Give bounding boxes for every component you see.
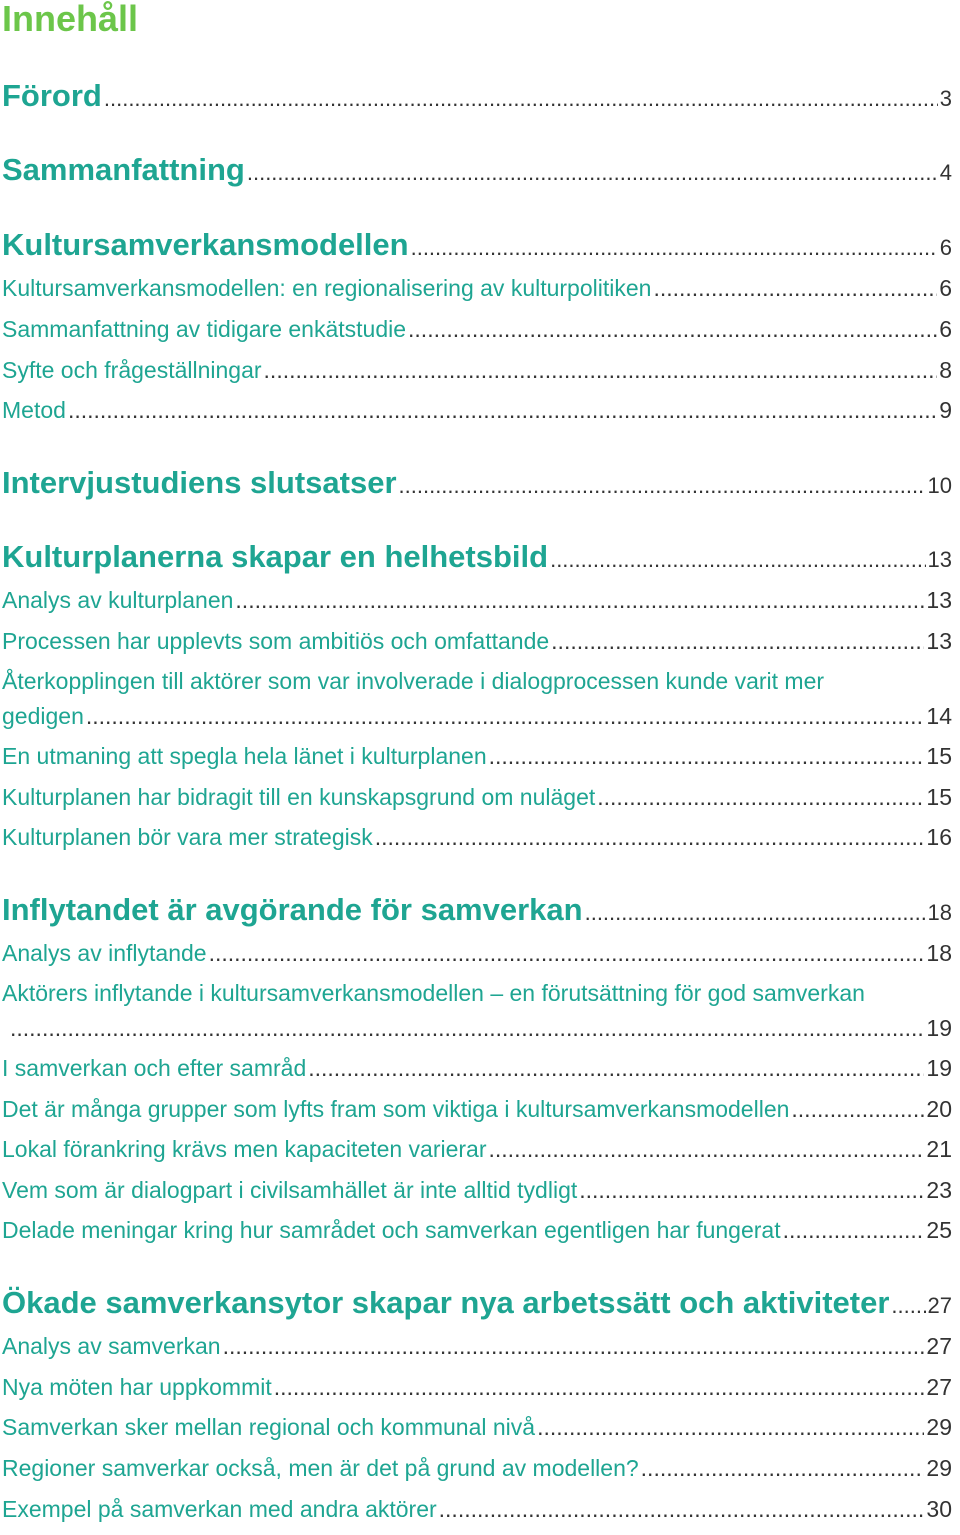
toc-entry-first-line: Återkopplingen till aktörer som var involverade i dialogprocessen kunde varit mer bbox=[2, 668, 825, 694]
toc-page-number: 8 bbox=[939, 357, 952, 383]
toc-entry[interactable] bbox=[2, 628, 952, 660]
toc-leader-dots bbox=[104, 86, 938, 112]
toc-entry-label: En utmaning att spegla hela länet i kulturplanen bbox=[2, 743, 487, 769]
toc-leader-dots bbox=[10, 1015, 924, 1042]
toc-page-number: 3 bbox=[939, 86, 952, 111]
toc-leader-dots bbox=[579, 1177, 924, 1204]
toc-page-number: 19 bbox=[926, 1055, 952, 1081]
toc-page-number: 23 bbox=[926, 1177, 952, 1203]
toc-entry-kulturplanerna[interactable] bbox=[2, 539, 952, 579]
toc-entry-label: Vem som är dialogpart i civilsamhället är inte alltid tydligt bbox=[2, 1177, 578, 1203]
toc-leader-dots bbox=[489, 1136, 925, 1163]
toc-leader-dots bbox=[439, 1496, 925, 1523]
toc-entry-label: Det är många grupper som lyfts fram som viktiga i kultursamverkansmodellen bbox=[2, 1096, 790, 1122]
page-title: Innehåll bbox=[2, 0, 139, 39]
toc-page-number: 29 bbox=[926, 1455, 952, 1481]
toc-entry-label: Processen har upplevts som ambitiös och omfattande bbox=[2, 628, 550, 654]
toc-leader-dots bbox=[791, 1096, 924, 1123]
toc-entry-label: Kulturplanen bör vara mer strategisk bbox=[2, 824, 373, 850]
toc-entry[interactable] bbox=[2, 940, 952, 972]
toc-entry[interactable] bbox=[2, 1136, 952, 1168]
toc-page-number: 18 bbox=[926, 940, 952, 966]
toc-leader-dots bbox=[891, 1293, 925, 1319]
toc-entry-okade-samverkansytor[interactable] bbox=[2, 1285, 952, 1325]
toc-entry[interactable] bbox=[2, 1096, 952, 1128]
toc-page-number: 15 bbox=[926, 784, 952, 810]
toc-entry-intervjustudiens-slutsatser[interactable] bbox=[2, 465, 952, 505]
toc-entry[interactable] bbox=[2, 316, 952, 348]
toc-leader-dots bbox=[209, 940, 925, 967]
toc-leader-dots bbox=[308, 1055, 924, 1082]
toc-leader-dots bbox=[247, 160, 938, 186]
toc-entry-label: Analys av kulturplanen bbox=[2, 587, 234, 613]
toc-page-number: 10 bbox=[927, 473, 952, 498]
toc-leader-dots bbox=[551, 628, 924, 655]
toc-entry-label: Förord bbox=[2, 78, 102, 113]
toc-leader-dots bbox=[375, 824, 925, 851]
toc-leader-dots bbox=[235, 587, 924, 614]
toc-page-number: 4 bbox=[939, 160, 952, 185]
toc-entry[interactable] bbox=[2, 357, 952, 389]
toc-entry[interactable] bbox=[2, 1414, 952, 1446]
toc-page-number: 27 bbox=[926, 1374, 952, 1400]
toc-entry[interactable] bbox=[2, 275, 952, 307]
toc-leader-dots bbox=[399, 473, 926, 499]
toc-entry-label: Sammanfattning av tidigare enkätstudie bbox=[2, 316, 407, 342]
toc-entry-label: Metod bbox=[2, 397, 66, 423]
toc-page-number: 6 bbox=[939, 316, 952, 342]
toc-leader-dots bbox=[408, 316, 937, 343]
toc-leader-dots bbox=[274, 1374, 925, 1401]
toc-entry-label: Ökade samverkansytor skapar nya arbetssätt och aktiviteter bbox=[2, 1285, 890, 1320]
toc-leader-dots bbox=[537, 1414, 924, 1441]
toc-entry[interactable] bbox=[2, 743, 952, 775]
toc-page-number: 14 bbox=[926, 703, 952, 729]
toc-entry-inflytandet[interactable] bbox=[2, 892, 952, 932]
toc-entry[interactable] bbox=[2, 703, 952, 735]
toc-leader-dots bbox=[585, 900, 926, 926]
toc-page-number: 19 bbox=[926, 1015, 952, 1041]
toc-leader-dots bbox=[86, 703, 925, 730]
toc-page-number: 9 bbox=[939, 397, 952, 423]
toc-page-number: 27 bbox=[926, 1333, 952, 1359]
toc-entry-label: Exempel på samverkan med andra aktörer bbox=[2, 1496, 437, 1522]
toc-entry-label: Samverkan sker mellan regional och kommunal nivå bbox=[2, 1414, 536, 1440]
toc-leader-dots bbox=[653, 275, 937, 302]
toc-leader-dots bbox=[264, 357, 938, 384]
toc-entry-forord[interactable] bbox=[2, 78, 952, 118]
toc-entry-label: I samverkan och efter samråd bbox=[2, 1055, 307, 1081]
toc-entry-label: Analys av inflytande bbox=[2, 940, 207, 966]
toc-leader-dots bbox=[68, 397, 937, 424]
toc-page-number: 27 bbox=[927, 1293, 952, 1318]
toc-entry[interactable] bbox=[2, 784, 952, 816]
toc-entry[interactable] bbox=[2, 1496, 952, 1528]
toc-page-number: 6 bbox=[939, 235, 952, 260]
toc-page-number: 25 bbox=[926, 1217, 952, 1243]
toc-entry-label: Sammanfattning bbox=[2, 152, 245, 187]
toc-entry[interactable] bbox=[2, 1455, 952, 1487]
toc-page-number: 16 bbox=[926, 824, 952, 850]
toc-entry-label: Inflytandet är avgörande för samverkan bbox=[2, 892, 583, 927]
toc-entry-first-line: Aktörers inflytande i kultursamverkansmodellen – en förutsättning för god samverkan bbox=[2, 980, 865, 1006]
toc-page-number: 13 bbox=[926, 587, 952, 613]
toc-page-number: 13 bbox=[926, 628, 952, 654]
toc-entry[interactable] bbox=[2, 1015, 952, 1047]
toc-entry[interactable] bbox=[2, 1177, 952, 1209]
toc-leader-dots bbox=[489, 743, 925, 770]
toc-page-number: 6 bbox=[939, 275, 952, 301]
toc-entry-label: Nya möten har uppkommit bbox=[2, 1374, 272, 1400]
toc-entry[interactable] bbox=[2, 1055, 952, 1087]
toc-entry[interactable] bbox=[2, 1333, 952, 1365]
toc-entry-kultursamverkansmodellen[interactable] bbox=[2, 227, 952, 267]
toc-entry[interactable] bbox=[2, 1217, 952, 1249]
toc-page-number: 18 bbox=[927, 900, 952, 925]
toc-leader-dots bbox=[783, 1217, 925, 1244]
toc-entry-label: Analys av samverkan bbox=[2, 1333, 221, 1359]
toc-page-number: 13 bbox=[927, 547, 952, 572]
toc-leader-dots bbox=[550, 547, 925, 573]
toc-leader-dots bbox=[411, 235, 938, 261]
toc-entry-label: Kulturplanen har bidragit till en kunskapsgrund om nuläget bbox=[2, 784, 596, 810]
toc-entry-label: Syfte och frågeställningar bbox=[2, 357, 262, 383]
toc-leader-dots bbox=[223, 1333, 925, 1360]
toc-entry-label: Lokal förankring krävs men kapaciteten varierar bbox=[2, 1136, 487, 1162]
toc-entry[interactable] bbox=[2, 824, 952, 856]
toc-entry[interactable] bbox=[2, 587, 952, 619]
toc-entry-sammanfattning[interactable] bbox=[2, 152, 952, 192]
toc-entry-label: Delade meningar kring hur samrådet och samverkan egentligen har fungerat bbox=[2, 1217, 781, 1243]
toc-entry-label: Kulturplanerna skapar en helhetsbild bbox=[2, 539, 549, 574]
toc-page-number: 20 bbox=[926, 1096, 952, 1122]
toc-page-number: 15 bbox=[926, 743, 952, 769]
toc-entry[interactable] bbox=[2, 1374, 952, 1406]
toc-entry-label: Kultursamverkansmodellen bbox=[2, 227, 409, 262]
toc-entry-label: Intervjustudiens slutsatser bbox=[2, 465, 397, 500]
toc-page-number: 29 bbox=[926, 1414, 952, 1440]
toc-leader-dots bbox=[641, 1455, 925, 1482]
toc-entry-label: Kultursamverkansmodellen: en regionalisering av kulturpolitiken bbox=[2, 275, 652, 301]
toc-entry-label: gedigen bbox=[2, 703, 84, 729]
toc-leader-dots bbox=[597, 784, 924, 811]
toc-page-number: 30 bbox=[926, 1496, 952, 1522]
toc-entry-label: Regioner samverkar också, men är det på grund av modellen? bbox=[2, 1455, 639, 1481]
toc-page-number: 21 bbox=[926, 1136, 952, 1162]
toc-entry[interactable] bbox=[2, 397, 952, 429]
